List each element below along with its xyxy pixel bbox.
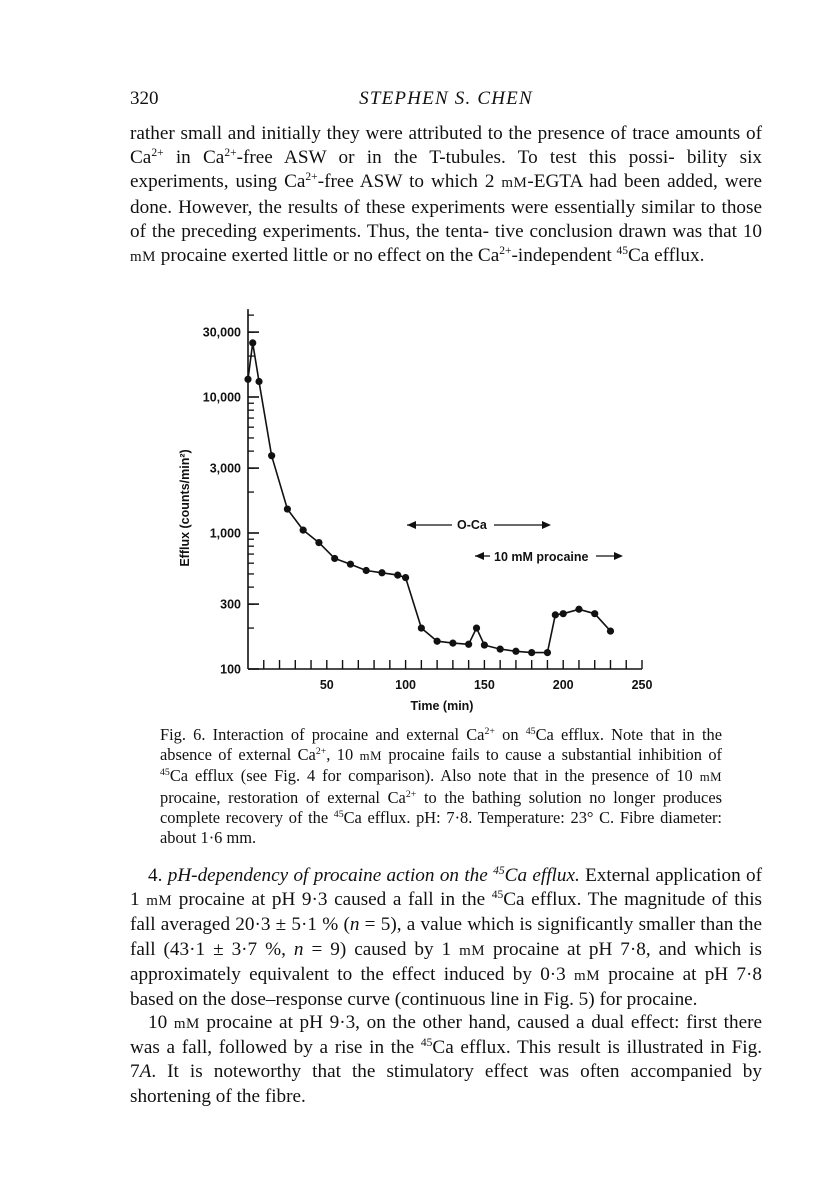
data-point bbox=[300, 527, 307, 534]
data-point bbox=[591, 610, 598, 617]
data-point bbox=[402, 574, 409, 581]
data-point bbox=[418, 624, 425, 631]
data-point bbox=[528, 649, 535, 656]
data-point bbox=[481, 641, 488, 648]
data-point bbox=[552, 611, 559, 618]
data-point bbox=[465, 641, 472, 648]
x-tick-label: 200 bbox=[552, 678, 574, 692]
chart-axes bbox=[248, 309, 642, 669]
chart-annotations bbox=[407, 518, 623, 564]
oca-arrowhead-left bbox=[407, 521, 416, 529]
paragraph-1: rather small and initially they were attributed to the presence of trace amounts of $Ca^{2+}$ in $Ca^{2+}$-free ASW or in the T-tubules. To test this possi- bility six experiments, using $Ca^{2+}$-free ASW to which 2 mM-EGTA had been added, were done. However, the results of these experiments were essentially similar to those of the preceding experiments. Thus, the tenta- tive conclusion drawn was that 10 mM procaine exerted little or no effect on the $Ca^{2+}$-independent $^{45}$Ca efflux. bbox=[130, 123, 763, 267]
y-tick-label: 10,000 bbox=[202, 390, 241, 405]
y-tick-label: 300 bbox=[220, 597, 241, 612]
y-tick-label: 3,000 bbox=[209, 461, 241, 476]
y-axis-label: Efflux (counts/min²) bbox=[178, 449, 192, 567]
data-point bbox=[255, 378, 262, 385]
paragraph-3: 10 mM procaine at pH 9·3, on the other hand, caused a dual effect: first there was a fall, followed by a rise in the $^{45}$Ca efflux. This result is illustrated in Fig. 7A. It is noteworthy that the stimulatory effect was often accompanied by shortening of the fibre. bbox=[130, 1012, 763, 1107]
x-axis-label: Time (min) bbox=[410, 699, 474, 713]
data-point bbox=[575, 606, 582, 613]
y-tick-label: 100 bbox=[220, 662, 241, 677]
data-point bbox=[284, 505, 291, 512]
data-point bbox=[512, 648, 519, 655]
data-point bbox=[268, 452, 275, 459]
data-point bbox=[363, 567, 370, 574]
y-tick-label: 30,000 bbox=[202, 325, 241, 340]
data-point bbox=[449, 640, 456, 647]
data-point bbox=[378, 569, 385, 576]
page-header bbox=[130, 88, 762, 116]
oca-arrowhead-right bbox=[542, 521, 551, 529]
data-point bbox=[544, 649, 551, 656]
chart-series bbox=[244, 339, 614, 656]
series-line bbox=[248, 343, 611, 653]
data-point bbox=[249, 339, 256, 346]
x-tick-label: 150 bbox=[473, 678, 495, 692]
y-tick-label: 1,000 bbox=[209, 526, 241, 541]
data-point bbox=[607, 627, 614, 634]
data-point bbox=[394, 572, 401, 579]
data-point bbox=[434, 638, 441, 645]
paragraph-2: 4. pH-dependency of procaine action on the $^{45}$Ca efflux. External application of 1 mM procaine at pH 9·3 caused a fall in the $^{45}$Ca efflux. The magnitude of this fall averaged 20·3 ± 5·1 % (n = 5), a value which is significantly smaller than the fall (43·1 ± 3·7 %, n = 9) caused by 1 mM procaine at pH 7·8, and which is approximately equivalent to the effect induced by 0·3 mM procaine at pH 7·8 based on the dose–response curve (continuous line in Fig. 5) for procaine. bbox=[130, 864, 763, 1011]
x-tick-label: 100 bbox=[395, 678, 417, 692]
figure-caption: Fig. 6. Interaction of procaine and external $Ca^{2+}$ on $^{45}$Ca efflux. Note that in the absence of external $Ca^{2+}$, 10 mM procaine fails to cause a substantial inhibition of $^{45}$Ca efflux (see Fig. 4 for comparison). Also note that in the presence of 10 mM procaine, restoration of external $Ca^{2+}$ to the bathing solution no longer produces complete recovery of the $^{45}$Ca efflux. pH: 7·8. Temperature: 23° C. Fibre diameter: about 1·6 mm. bbox=[160, 725, 722, 848]
figure-6-chart bbox=[170, 308, 670, 723]
running-head: STEPHEN S. CHEN bbox=[359, 88, 533, 109]
data-point bbox=[331, 555, 338, 562]
data-point bbox=[315, 539, 322, 546]
data-point bbox=[244, 376, 251, 383]
x-tick-label: 50 bbox=[319, 678, 334, 692]
annotation-procaine: 10 mM procaine bbox=[494, 550, 589, 564]
data-point bbox=[560, 610, 567, 617]
annotation-oca: O-Ca bbox=[457, 518, 487, 532]
data-point bbox=[497, 646, 504, 653]
data-point bbox=[473, 624, 480, 631]
procaine-arrowhead-left bbox=[475, 552, 484, 560]
page-number: 320 bbox=[130, 88, 159, 109]
chart-ticks bbox=[203, 315, 653, 692]
procaine-arrowhead-right bbox=[614, 552, 623, 560]
data-point bbox=[347, 561, 354, 568]
x-tick-label: 250 bbox=[631, 678, 653, 692]
